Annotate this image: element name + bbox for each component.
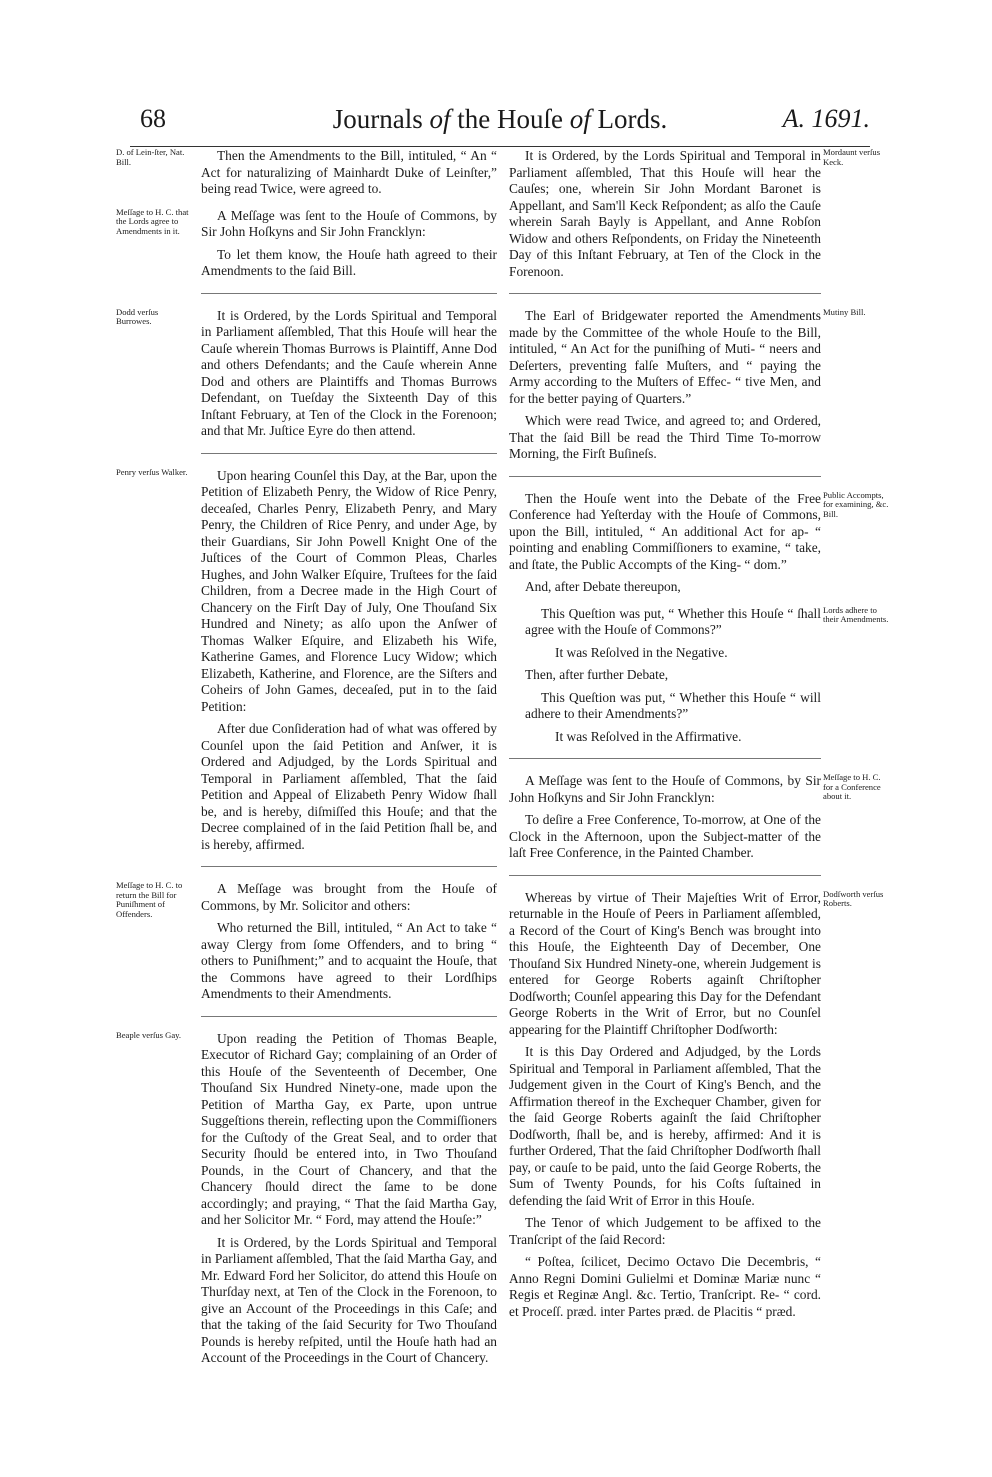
paragraph: Upon reading the Petition of Thomas Beaple, Executor of Richard Gay; complaining of an Order of this Houſe of the Seventeenth of December, One Thouſand Six Hundred Ninety-one, made upon the Petition of Martha Gay, ex Parte, upon untrue Suggeſtions therein, reflecting upon the Commiſſioners for the Cuſtody of the Great Seal, and to order that Security ſhould be entered into, in Two Thouſand Pounds, in the Court of Chancery, and that the Chancery ſhould direct the ſame to be done accordingly; and praying, “ That the ſaid Martha Gay, and her Solicitor Mr. “ Ford, may attend the Houſe:”	[201, 1030, 497, 1227]
entry-leinster	[116, 147, 497, 198]
divider	[509, 758, 821, 760]
margin-note: Beaple verſus Gay.	[116, 1029, 182, 1040]
paragraph: A Meſſage was ſent to the Houſe of Commons, by Sir John Hoſkyns and Sir John Francklyn:	[201, 207, 497, 239]
paragraph: It is Ordered, by the Lords Spiritual and Temporal in Parliament aſſembled, That this Houſe will hear the Cauſes; one, wherein Sir John Mordant Baronet is Appellant, and Sam'll Keck Reſpondent; as alſo the Cauſe wherein Sarah Bayly is Appellant, and Anne Robſon Widow and others Reſpondents, on Friday the Nineteenth Day of this Inſtant February, at Ten of the Clock in the Forenoon.	[509, 148, 821, 279]
entry-mutiny	[509, 307, 866, 463]
margin-note: Meſſage to H. C. that the Lords agree to Amendments in it.	[116, 206, 189, 236]
margin-note: D. of Lein-ſter, Nat. Bill.	[116, 147, 185, 167]
paragraph: And, after Debate thereupon,	[525, 579, 681, 594]
margin-note: Meſſage to H. C. for a Conference about it.	[823, 772, 881, 801]
paragraph: Who returned the Bill, intituled, “ An Act to take “ away Clergy from ſome Offenders, and to bring “ others to Puniſhment;” and to acquaint the Houſe, that the Commons have agreed to their Lordſhips Amendments to their Amendments.	[201, 920, 497, 1001]
paragraph: To deſire a Free Conference, To-morrow, at One of the Clock in the Afternoon, upon the Subject-matter of the laſt Free Conference, in the Painted Chamber.	[509, 812, 821, 860]
entry-mordaunt	[509, 147, 881, 280]
paragraph: It is Ordered, by the Lords Spiritual and Temporal in Parliament aſſembled, That this Houſe will hear the Cauſe wherein Thomas Burrows is Plaintiff, Anne Dod and others Defendants; and the Cauſe wherein Anne Dod and others are Plaintiffs and Thomas Burrows Defendant, on Tueſday the Sixteenth Day of this Inſtant February, at Ten of the Clock in the Forenoon; and that Mr. Juſtice Eyre do then attend.	[201, 307, 497, 438]
paragraph: A Meſſage was brought from the Houſe of Commons, by Mr. Solicitor and others:	[201, 881, 497, 913]
paragraph: Upon hearing Counſel this Day, at the Bar, upon the Petition of Elizabeth Penry, the Widow of Rice Penry, deceaſed, Charles Penry, Elizabeth Penry, and Mary Penry, the Children of Rice Penry, and under Age, by their Guardians, Sir John Powell Knight One of the Juſtices of the Court of Common Pleas, Charles Hughes, and John Walker Eſquire, Truſtees for the ſaid Children, from a Decree made in the High Court of Chancery on the Firſt Day of July, One Thouſand Six Hundred and Ninety; as alſo upon the Anſwer of Thomas Walker Eſquire, and Elizabeth his Wife, Katherine Games, and Florence Lucy Widow; which Elizabeth, Katherine, and Florence, are the Siſters and Coheirs of John Games, deceaſed, put in to the ſaid Petition:	[201, 467, 497, 714]
title-word: of	[429, 104, 451, 134]
left-column	[116, 147, 497, 1377]
title-word: Journals	[332, 104, 430, 134]
paragraph: It is Ordered, by the Lords Spiritual and Temporal in Parliament aſſembled, That the ſaid Martha Gay, and Mr. Edward Ford her Solicitor, do attend this Houſe on Thurſday next, at Ten of the Clock in the Forenoon, to give an Account of the Proceedings in this Caſe; and that the taking of the ſaid Security for Two Thouſand Pounds is hereby reſpited, until the Houſe hath had an Account of the Proceedings in the Court of Chancery.	[201, 1234, 497, 1365]
margin-note: Meſſage to H. C. to return the Bill for Puniſhment of Offenders.	[116, 880, 183, 919]
right-column	[509, 147, 889, 1330]
entry-dodd	[116, 306, 497, 440]
divider	[509, 875, 821, 877]
header-rule	[130, 146, 870, 147]
title-word: Lords.	[590, 104, 668, 134]
margin-note: Mutiny Bill.	[823, 307, 866, 317]
divider	[201, 293, 497, 295]
margin-note: Lords adhere to their Amendments.	[823, 604, 889, 624]
entry-adhere	[509, 604, 889, 746]
page-header	[130, 104, 870, 144]
title-word	[563, 104, 570, 134]
paragraph: Then the Amendments to the Bill, intituled, “ An “ Act for naturalizing of Mainhardt Duke of Leinſter,” being read Twice, were agreed to.	[201, 148, 497, 196]
divider	[201, 453, 497, 455]
paragraph: This Queſtion was put, “ Whether this Houſe “ ſhall agree with the Houſe of Commons?”	[525, 605, 821, 637]
paragraph: It was Reſolved in the Affirmative.	[555, 728, 742, 744]
paragraph: The Earl of Bridgewater reported the Amendments made by the Committee of the whole Houſe to the Bill, intituled, “ An Act for the puniſhing of Muti- “ neers and Deſerters, preventing falſe Muſters, and “ paying the Army according to the Muſters of Effec- “ tive Men, and for the better paying of Quarters.”	[509, 308, 821, 406]
paragraph: Then, after further Debate,	[525, 667, 669, 682]
paragraph: This Queſtion was put, “ Whether this Houſe “ will adhere to their Amendments?”	[525, 689, 821, 721]
margin-note: Mordaunt verſus Keck.	[823, 147, 881, 167]
entry-accompts	[509, 489, 889, 596]
page-number: 68	[140, 104, 166, 133]
margin-note: Penry verſus Walker.	[116, 466, 188, 477]
entry-penry	[116, 466, 497, 854]
page-title	[130, 104, 870, 135]
paragraph: It was Reſolved in the Negative.	[555, 644, 728, 660]
divider	[201, 866, 497, 868]
title-word: the	[450, 104, 497, 134]
paragraph: A Meſſage was ſent to the Houſe of Commons, by Sir John Hoſkyns and Sir John Francklyn:	[509, 773, 821, 805]
margin-note: Dodd verſus Burrowes.	[116, 306, 159, 326]
entry-conference	[509, 772, 881, 862]
paragraph: Which were read Twice, and agreed to; and Ordered, That the ſaid Bill be read the Third Time To-morrow Morning, the Firſt Buſineſs.	[509, 413, 821, 461]
paragraph: Then the Houſe went into the Debate of the Free Conference had Yeſterday with the Houſe of Commons, upon the Bill, intituled, “ An additional Act for ap- “ pointing and enabling Commiſſioners to examine, “ take, and ſtate, the Public Accompts of the King- “ dom.”	[509, 490, 821, 572]
paragraph: “ Poſtea, ſcilicet, Decimo Octavo Die Decembris, “ Anno Regni Domini Gulielmi et Dominæ Mariæ nunc “ Regis et Reginæ Angl. &c. Tertio, Tranſcript. Re- “ cord. et Proceſſ. præd. inter Partes præd. de Placitis “ præd.	[509, 1254, 821, 1319]
paragraph: After due Conſideration had of what was offered by Counſel upon the ſaid Petition and Anſwer, it is Ordered and Adjudged, by the Lords Spiritual and Temporal in Parliament aſſembled, That the ſaid Petition and Appeal of Elizabeth Penry Widow ſhall be, and is hereby, diſmiſſed this Houſe; and that the Decree complained of in the ſaid Petition ſhall be, and is hereby, affirmed.	[201, 721, 497, 852]
entry-message-offenders	[116, 880, 497, 1003]
margin-note: Public Accompts, for examining, &c. Bill.	[823, 489, 889, 519]
margin-note: Dodſworth verſus Roberts.	[823, 888, 884, 908]
divider	[509, 293, 821, 295]
divider	[201, 1016, 497, 1018]
entry-dodsworth	[509, 888, 884, 1321]
paragraph: The Tenor of which Judgement to be affixed to the Tranſcript of the ſaid Record:	[509, 1215, 821, 1247]
divider	[509, 476, 821, 478]
year: A. 1691.	[782, 104, 870, 133]
paragraph: Whereas by virtue of Their Majeſties Writ of Error, returnable in the Houſe of Peers in Parliament aſſembled, a Record of the Court of King's Bench was brought into this Houſe, the Eighteenth Day of December, One Thouſand Six Hundred Ninety-one, wherein Judgement is entered for George Roberts againſt Chriſtopher Dodſworth; Counſel appearing this Day for the Defendant George Roberts in the Writ of Error, but no Counſel appearing for the Plaintiff Chriſtopher Dodſworth:	[509, 889, 821, 1037]
title-word: of	[569, 104, 591, 134]
title-word: Houſe	[497, 104, 563, 134]
paragraph: To let them know, the Houſe hath agreed to their Amendments to the ſaid Bill.	[201, 246, 497, 278]
paragraph: It is this Day Ordered and Adjudged, by the Lords Spiritual and Temporal in Parliament aſſembled, That the Judgement given in the Court of King's Bench, and the Affirmation thereof in the Exchequer Chamber, given for the ſaid George Roberts againſt the ſaid Chriſtopher Dodſworth, ſhall be, and is hereby, affirmed: And it is further Ordered, That the ſaid Chriſtopher Dodſworth ſhall pay, or cauſe to be paid, unto the ſaid George Roberts, the Sum of Twenty Pounds, for his Coſts ſuſtained in defending the ſaid Writ of Error in this Houſe.	[509, 1044, 821, 1208]
entry-beaple	[116, 1029, 497, 1367]
entry-message-amendments	[116, 206, 497, 280]
